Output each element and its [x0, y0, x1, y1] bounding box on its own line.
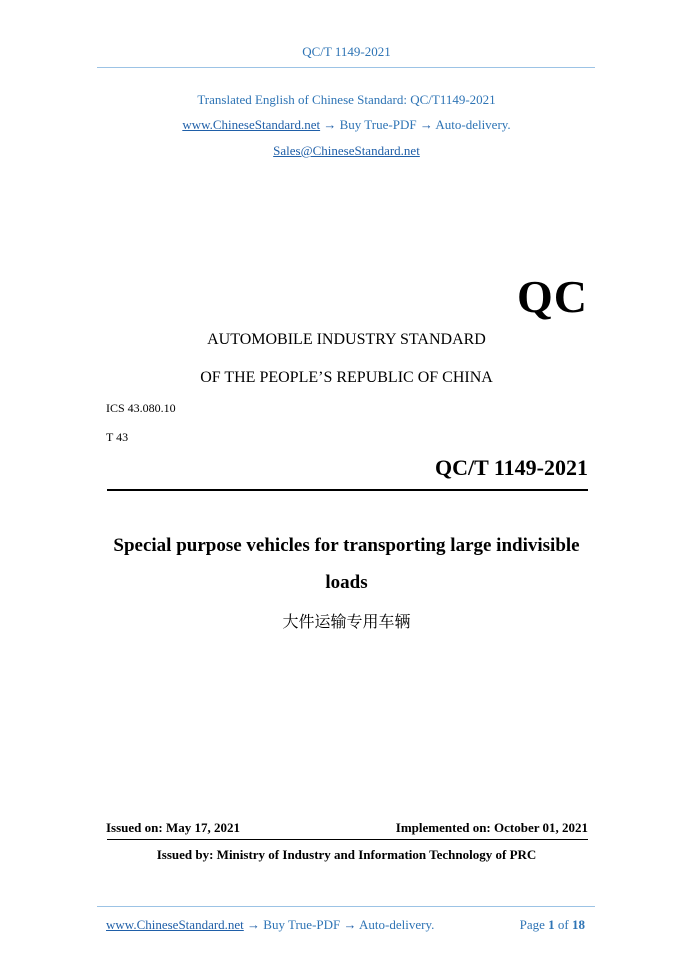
page-current: 1 [548, 917, 555, 932]
auto-delivery-text: Auto-delivery. [435, 117, 511, 132]
promo-line: Translated English of Chinese Standard: QC/T1149-2021 [197, 92, 496, 107]
arrow-right-icon: → [343, 917, 357, 932]
header-divider [97, 67, 595, 68]
footer-divider [97, 906, 595, 907]
title-english-line1: Special purpose vehicles for transporting large indivisible [113, 535, 580, 556]
arrow-right-icon: → [419, 117, 433, 132]
page-of: of [557, 917, 569, 932]
title-english-line2: loads [325, 572, 368, 593]
industry-heading-line1: AUTOMOBILE INDUSTRY STANDARD [207, 331, 486, 348]
arrow-right-icon: → [247, 917, 261, 932]
industry-heading-line2: OF THE PEOPLE’S REPUBLIC OF CHINA [200, 369, 493, 386]
email-row [0, 143, 693, 159]
running-header: QC/T 1149-2021 [302, 44, 391, 59]
standard-number: QC/T 1149-2021 [434, 455, 588, 480]
promo-links [0, 117, 693, 133]
footer-links [106, 917, 434, 933]
buy-true-pdf-text: Buy True-PDF [339, 117, 417, 132]
site-link[interactable]: www.ChineseStandard.net [182, 117, 321, 132]
footer-buy-text: Buy True-PDF [263, 917, 341, 932]
page-total: 18 [572, 917, 585, 932]
page-label: Page [519, 917, 545, 932]
standard-number-rule [107, 489, 588, 491]
issued-by: Issued by: Ministry of Industry and Information Technology of PRC [156, 847, 537, 862]
title-chinese: 大件运输专用车辆 [282, 612, 411, 631]
issued-on: Issued on: May 17, 2021 [106, 820, 240, 835]
ics-code: ICS 43.080.10 [106, 401, 176, 415]
footer-site-link[interactable]: www.ChineseStandard.net [106, 917, 244, 932]
implemented-on: Implemented on: October 01, 2021 [395, 820, 588, 835]
sales-email-link[interactable]: Sales@ChineseStandard.net [273, 143, 420, 158]
ccs-code: T 43 [106, 430, 129, 444]
dates-rule [107, 839, 588, 840]
page-indicator [520, 917, 585, 933]
footer-delivery-text: Auto-delivery. [359, 917, 435, 932]
arrow-right-icon: → [323, 117, 337, 132]
qc-logo: QC [517, 271, 588, 322]
